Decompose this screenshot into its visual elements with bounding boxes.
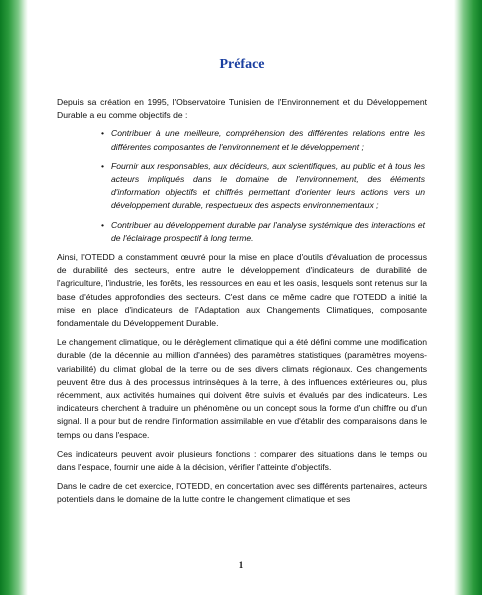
intro-paragraph: Depuis sa création en 1995, l'Observatoire Tunisien de l'Environnement et du Développement Durable a eu comme objectifs de :	[57, 97, 427, 121]
objective-item	[57, 219, 427, 245]
objective-text: Contribuer à une meilleure, compréhension des différentes relations entre les différentes composantes de l'environnement et le développement ;	[111, 128, 425, 152]
right-green-border	[454, 0, 482, 595]
bullet-icon: •	[101, 128, 105, 139]
bullet-icon: •	[101, 160, 105, 171]
objective-text: Contribuer au développement durable par l'analyse systémique des interactions et de l'éclairage prospectif à long terme.	[111, 219, 425, 243]
objective-item	[57, 127, 427, 153]
left-green-border	[0, 0, 28, 595]
page-title: Préface	[219, 57, 265, 72]
body-paragraph: Ainsi, l'OTEDD a constamment œuvré pour la mise en place d'outils d'évaluation de processus de durabilité des secteurs, entre autre le développement d'indicateurs de durabilité de l'agriculture, l'industrie, les forêts, les ressources en eau et les oasis, lesquels sont retenus sur la base d'études approfondies des secteurs. C'est dans ce même cadre que l'OTEDD a initié la mise en place d'indicateurs de l'Adaptation aux Changements Climatiques, composante fondamentale du Développement Durable.	[57, 252, 427, 329]
page-content	[57, 0, 427, 507]
objectives-list	[57, 127, 427, 245]
body-paragraph: Dans le cadre de cet exercice, l'OTEDD, en concertation avec ses différents partenaires, acteurs potentiels dans le domaine de la lutte contre le changement climatique et ses	[57, 481, 427, 505]
body-paragraph: Le changement climatique, ou le dérèglement climatique qui a été défini comme une modification durable (de la décennie au million d'années) des paramètres statistiques (paramètres moyens-variabilité) du climat global de la terre ou de ses divers climats régionaux. Ces changements peuvent être dus à des processus intrinsèques à la terre, à des influences extérieures ou, plus récemment, aux activités humaines qui doivent être suivis et évalués par des indicateurs. Les indicateurs cherchent à traduire un phénomène ou un concept sous la forme d'un chiffre ou d'un signal. Il a pour but de rendre l'information assimilable en vue d'établir des comparaisons dans le temps ou dans l'espace.	[57, 337, 427, 440]
bullet-icon: •	[101, 219, 105, 230]
body-paragraph: Ces indicateurs peuvent avoir plusieurs fonctions : comparer des situations dans le temps ou dans l'espace, fournir une aide à la décision, vérifier l'atteinte d'objectifs.	[57, 448, 427, 473]
objective-text: Fournir aux responsables, aux décideurs, aux scientifiques, au public et à tous les acteurs impliqués dans le domaine de l'environnement, des éléments d'information objectifs et chiffrés permettant d'orienter leurs actions vers un développement durable, respectueux des aspects environnementaux ;	[111, 160, 425, 211]
page-number: 1	[238, 560, 244, 570]
objective-item	[57, 160, 427, 213]
